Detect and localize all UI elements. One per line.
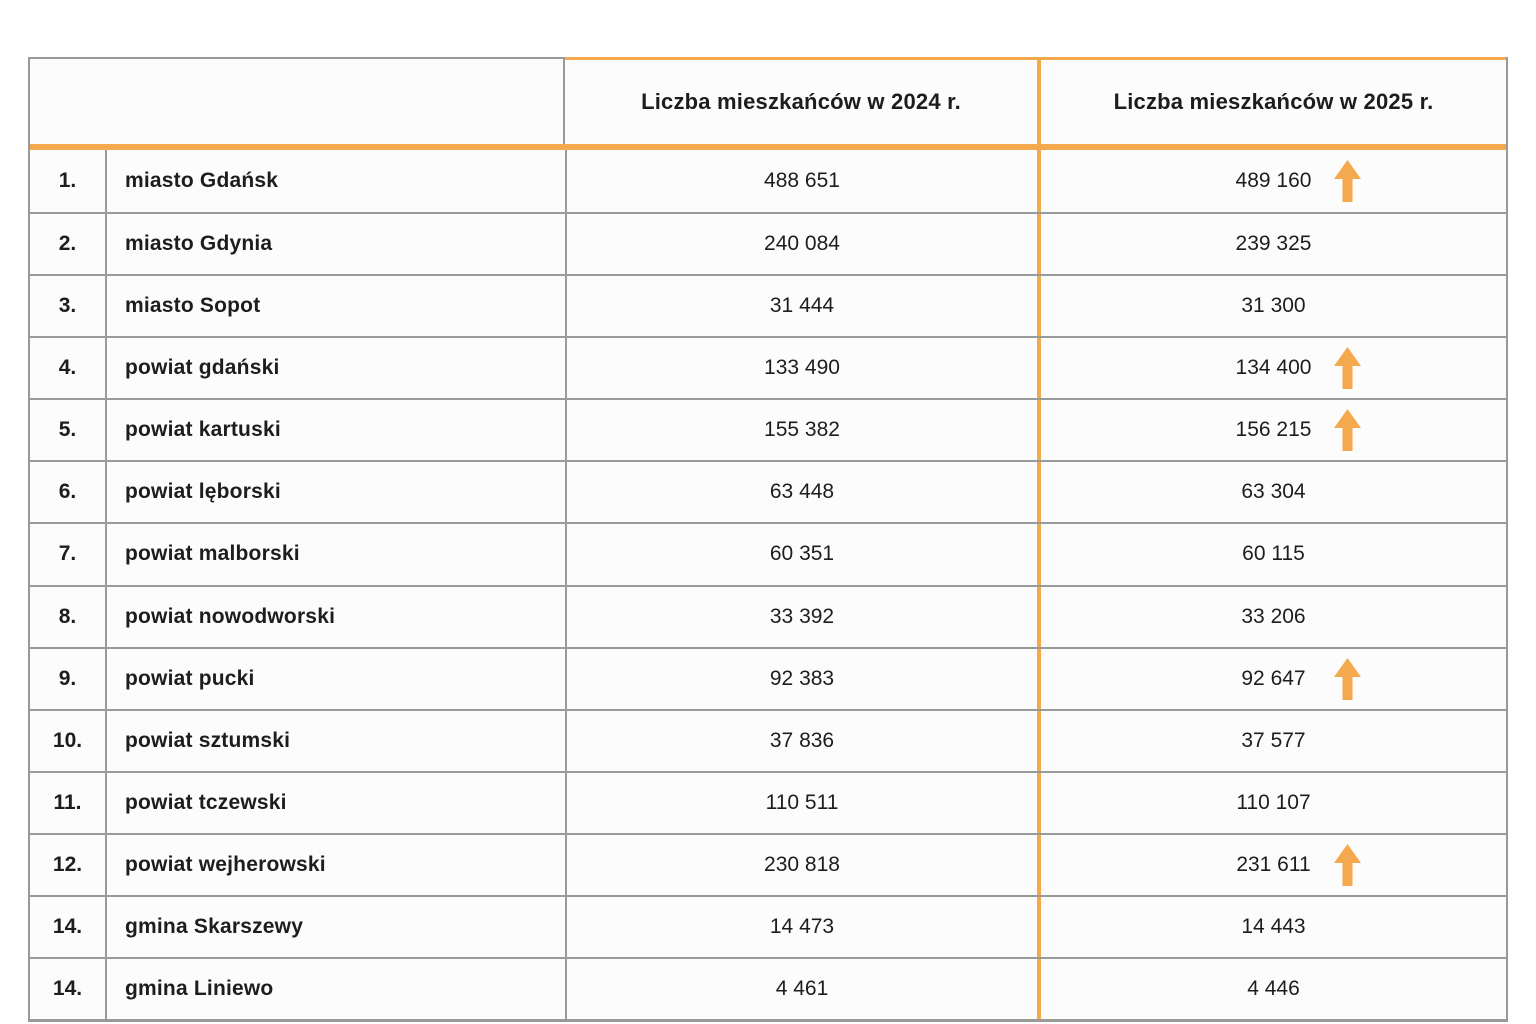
table-row	[30, 150, 1506, 212]
row-pop-2024: 230 818	[565, 835, 1037, 895]
row-pop-2025-cell	[1037, 462, 1506, 522]
table-row	[30, 398, 1506, 460]
row-pop-2024: 14 473	[565, 897, 1037, 957]
row-pop-2025: 231 611	[1236, 852, 1311, 876]
table-row	[30, 833, 1506, 895]
row-number: 10.	[30, 711, 105, 771]
population-table	[28, 57, 1508, 1022]
row-pop-2024: 4 461	[565, 959, 1037, 1019]
header-cell-2025: Liczba mieszkańców w 2025 r.	[1037, 57, 1506, 144]
row-name: powiat malborski	[105, 524, 565, 584]
table-row	[30, 460, 1506, 522]
table-row	[30, 895, 1506, 957]
row-pop-2025: 63 304	[1241, 480, 1306, 504]
row-number: 14.	[30, 959, 105, 1019]
row-number: 12.	[30, 835, 105, 895]
row-pop-2025: 14 443	[1241, 914, 1306, 938]
row-number: 4.	[30, 338, 105, 398]
row-pop-2025: 134 400	[1235, 356, 1312, 380]
row-pop-2025-cell	[1037, 400, 1506, 460]
row-pop-2025-cell	[1037, 338, 1506, 398]
header-cell-empty	[30, 57, 565, 144]
row-pop-2025: 31 300	[1241, 294, 1306, 318]
row-name: powiat sztumski	[105, 711, 565, 771]
table-body	[30, 150, 1506, 1019]
row-pop-2025: 37 577	[1241, 728, 1306, 752]
increase-arrow-icon	[1334, 409, 1361, 451]
row-number: 2.	[30, 214, 105, 274]
increase-arrow-icon	[1334, 347, 1361, 389]
row-number: 6.	[30, 462, 105, 522]
table-row	[30, 709, 1506, 771]
row-pop-2025-cell	[1037, 276, 1506, 336]
row-number: 3.	[30, 276, 105, 336]
row-pop-2024: 110 511	[565, 773, 1037, 833]
header-cell-2024: Liczba mieszkańców w 2024 r.	[565, 57, 1037, 144]
row-pop-2024: 92 383	[565, 649, 1037, 709]
row-pop-2025-cell	[1037, 959, 1506, 1019]
row-pop-2025: 60 115	[1242, 542, 1305, 566]
row-number: 8.	[30, 587, 105, 647]
row-pop-2024: 63 448	[565, 462, 1037, 522]
row-name: powiat wejherowski	[105, 835, 565, 895]
row-pop-2024: 37 836	[565, 711, 1037, 771]
table-row	[30, 647, 1506, 709]
row-pop-2025-cell	[1037, 524, 1506, 584]
row-name: miasto Gdańsk	[105, 150, 565, 212]
row-number: 7.	[30, 524, 105, 584]
row-pop-2025: 239 325	[1235, 232, 1312, 256]
row-name: powiat pucki	[105, 649, 565, 709]
row-pop-2025-cell	[1037, 773, 1506, 833]
table-row	[30, 274, 1506, 336]
increase-arrow-icon	[1334, 160, 1361, 202]
row-name: powiat nowodworski	[105, 587, 565, 647]
row-pop-2024: 31 444	[565, 276, 1037, 336]
row-pop-2025-cell	[1037, 587, 1506, 647]
row-pop-2024: 133 490	[565, 338, 1037, 398]
row-name: powiat kartuski	[105, 400, 565, 460]
row-name: gmina Liniewo	[105, 959, 565, 1019]
row-number: 5.	[30, 400, 105, 460]
row-number: 14.	[30, 897, 105, 957]
row-name: miasto Gdynia	[105, 214, 565, 274]
table-row	[30, 212, 1506, 274]
row-pop-2025: 156 215	[1235, 418, 1312, 442]
row-number: 1.	[30, 150, 105, 212]
table-row	[30, 522, 1506, 584]
row-pop-2024: 33 392	[565, 587, 1037, 647]
table-row	[30, 771, 1506, 833]
row-pop-2025-cell	[1037, 214, 1506, 274]
row-pop-2024: 155 382	[565, 400, 1037, 460]
row-name: powiat gdański	[105, 338, 565, 398]
row-pop-2025-cell	[1037, 649, 1506, 709]
increase-arrow-icon	[1334, 844, 1361, 886]
row-number: 9.	[30, 649, 105, 709]
row-name: miasto Sopot	[105, 276, 565, 336]
row-number: 11.	[30, 773, 105, 833]
row-pop-2025: 4 446	[1247, 976, 1300, 1000]
row-name: powiat tczewski	[105, 773, 565, 833]
increase-arrow-icon	[1334, 658, 1361, 700]
row-pop-2025-cell	[1037, 150, 1506, 212]
row-pop-2025: 92 647	[1241, 666, 1306, 690]
row-name: powiat lęborski	[105, 462, 565, 522]
table-row	[30, 585, 1506, 647]
table-row	[30, 336, 1506, 398]
row-pop-2025: 489 160	[1235, 169, 1312, 193]
row-pop-2025: 33 206	[1241, 604, 1306, 628]
row-pop-2024: 488 651	[565, 150, 1037, 212]
row-name: gmina Skarszewy	[105, 897, 565, 957]
row-pop-2024: 240 084	[565, 214, 1037, 274]
row-pop-2025-cell	[1037, 711, 1506, 771]
table-row	[30, 957, 1506, 1019]
row-pop-2024: 60 351	[565, 524, 1037, 584]
row-pop-2025: 110 107	[1236, 790, 1311, 814]
table-header-row	[30, 57, 1506, 144]
row-pop-2025-cell	[1037, 835, 1506, 895]
row-pop-2025-cell	[1037, 897, 1506, 957]
